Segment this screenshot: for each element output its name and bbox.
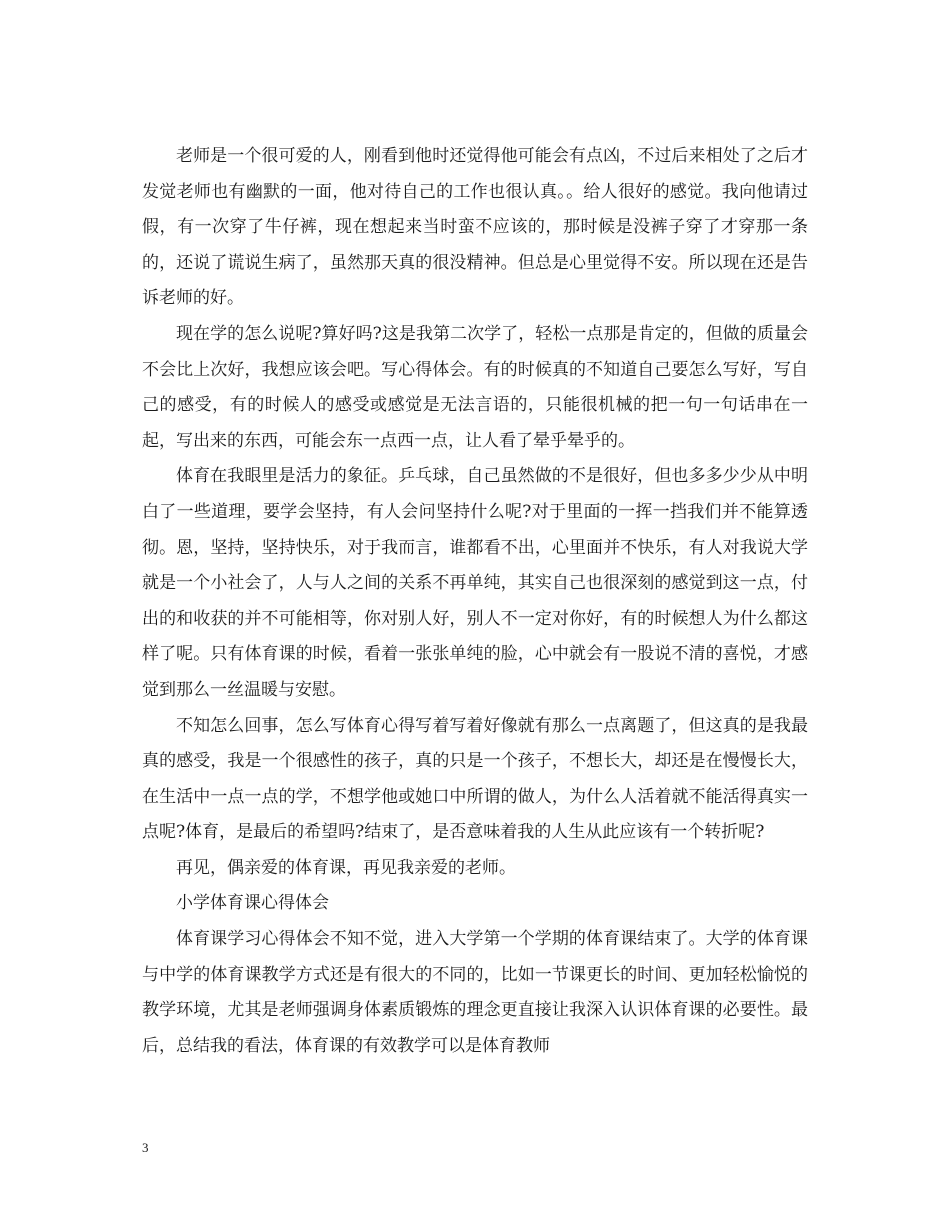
- paragraph-farewell: 再见，偶亲爱的体育课，再见我亲爱的老师。: [176, 857, 516, 878]
- paragraph-university-pe: 体育课学习心得体会不知不觉，进入大学第一个学期的体育课结束了。大学的体育课与中学的体育课教学方式还是有很大的不同的，比如一节课更长的时间、更加轻松愉悦的教学环境，尤其是老师强调身体素质锻炼的理念更直接让我深入认识体育课的必要性。最后，总结我的看法，体育课的有效教学可以是体育教师: [142, 929, 808, 1056]
- paragraph-teacher: 老师是一个很可爱的人，刚看到他时还觉得他可能会有点凶，不过后来相处了之后才发觉老师也有幽默的一面，他对待自己的工作也很认真。。给人很好的感觉。我向他请过假，有一次穿了牛仔裤，现在想起来当时蛮不应该的，那时候是没裤子穿了才穿那一条的，还说了谎说生病了，虽然那天真的很没精神。但总是心里觉得不安。所以现在还是告诉老师的好。: [142, 146, 808, 309]
- document-body: [142, 139, 808, 1064]
- page-number: 3: [142, 1140, 149, 1155]
- paragraph-study: 现在学的怎么说呢?算好吗?这是我第二次学了，轻松一点那是肯定的，但做的质量会不会比上次好，我想应该会吧。写心得体会。有的时候真的不知道自己要怎么写好，写自己的感受，有的时候人的感受或感觉是无法言语的，只能很机械的把一句一句话串在一起，写出来的东西，可能会东一点西一点，让人看了晕乎晕乎的。: [142, 323, 808, 451]
- paragraph-feelings: 不知怎么回事，怎么写体育心得写着写着好像就有那么一点离题了，但这真的是我最真的感受，我是一个很感性的孩子，真的只是一个孩子，不想长大，却还是在慢慢长大，在生活中一点一点的学，不想学他或她口中所谓的做人，为什么人活着就不能活得真实一点呢?体育，是最后的希望吗?结束了，是否意味着我的人生从此应该有一个转折呢?: [142, 715, 808, 843]
- paragraph-sports: 体育在我眼里是活力的象征。乒乓球，自己虽然做的不是很好，但也多多少少从中明白了一些道理，要学会坚持，有人会问坚持什么呢?对于里面的一挥一挡我们并不能算透彻。恩，坚持，坚持快乐，对于我而言，谁都看不出，心里面并不快乐，有人对我说大学就是一个小社会了，人与人之间的关系不再单纯，其实自己也很深刻的感觉到这一点，付出的和收获的并不可能相等，你对别人好，别人不一定对你好，有的时候想人为什么都这样了呢。只有体育课的时候，看着一张张单纯的脸，心中就会有一股说不清的喜悦，才感觉到那么一丝温暖与安慰。: [142, 466, 808, 700]
- section-heading: 小学体育课心得体会: [176, 893, 329, 914]
